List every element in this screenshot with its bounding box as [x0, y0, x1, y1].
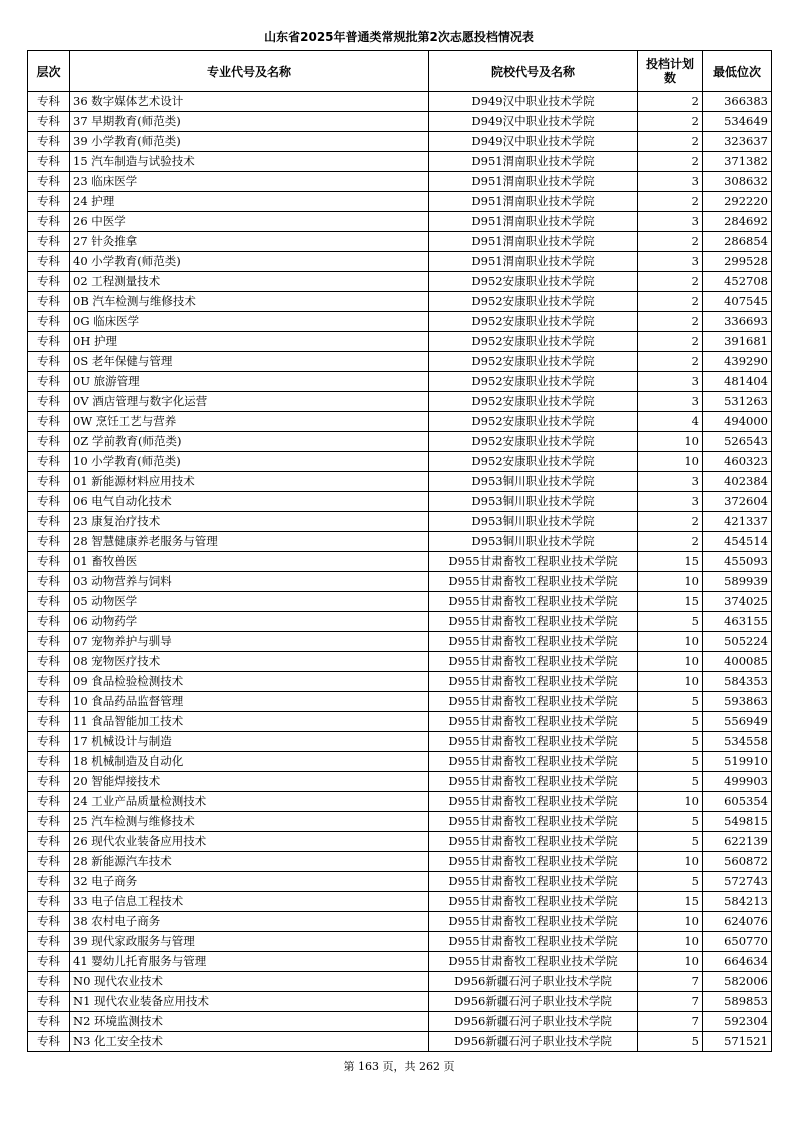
table-row	[28, 352, 772, 372]
cell-major: 0H 护理	[70, 332, 429, 352]
cell-rank: 664634	[703, 952, 772, 972]
cell-level: 专科	[28, 392, 70, 412]
table-row	[28, 892, 772, 912]
cell-rank: 605354	[703, 792, 772, 812]
cell-level: 专科	[28, 932, 70, 952]
cell-school: D952安康职业技术学院	[429, 432, 638, 452]
cell-school: D955甘肃畜牧工程职业技术学院	[429, 692, 638, 712]
table-row	[28, 232, 772, 252]
cell-school: D955甘肃畜牧工程职业技术学院	[429, 552, 638, 572]
cell-major: 24 工业产品质量检测技术	[70, 792, 429, 812]
cell-rank: 308632	[703, 172, 772, 192]
cell-school: D955甘肃畜牧工程职业技术学院	[429, 832, 638, 852]
cell-rank: 284692	[703, 212, 772, 232]
cell-level: 专科	[28, 372, 70, 392]
cell-plan: 3	[638, 472, 703, 492]
cell-plan: 10	[638, 452, 703, 472]
cell-level: 专科	[28, 532, 70, 552]
cell-level: 专科	[28, 792, 70, 812]
cell-school: D956新疆石河子职业技术学院	[429, 992, 638, 1012]
cell-plan: 2	[638, 312, 703, 332]
table-row	[28, 152, 772, 172]
cell-school: D951渭南职业技术学院	[429, 192, 638, 212]
cell-school: D955甘肃畜牧工程职业技术学院	[429, 572, 638, 592]
cell-school: D956新疆石河子职业技术学院	[429, 1012, 638, 1032]
cell-rank: 534649	[703, 112, 772, 132]
cell-plan: 15	[638, 592, 703, 612]
cell-school: D952安康职业技术学院	[429, 372, 638, 392]
header-rank: 最低位次	[703, 51, 772, 92]
cell-rank: 481404	[703, 372, 772, 392]
cell-major: 20 智能焊接技术	[70, 772, 429, 792]
table-row	[28, 812, 772, 832]
cell-plan: 5	[638, 732, 703, 752]
table-row	[28, 692, 772, 712]
cell-plan: 2	[638, 92, 703, 112]
cell-plan: 10	[638, 952, 703, 972]
cell-plan: 5	[638, 812, 703, 832]
cell-school: D955甘肃畜牧工程职业技术学院	[429, 812, 638, 832]
table-row	[28, 332, 772, 352]
cell-major: 01 畜牧兽医	[70, 552, 429, 572]
cell-plan: 3	[638, 172, 703, 192]
table-row	[28, 672, 772, 692]
cell-school: D955甘肃畜牧工程职业技术学院	[429, 732, 638, 752]
cell-rank: 650770	[703, 932, 772, 952]
cell-major: N0 现代农业技术	[70, 972, 429, 992]
cell-level: 专科	[28, 692, 70, 712]
table-row	[28, 592, 772, 612]
cell-major: 0W 烹饪工艺与营养	[70, 412, 429, 432]
cell-school: D955甘肃畜牧工程职业技术学院	[429, 652, 638, 672]
cell-rank: 556949	[703, 712, 772, 732]
cell-rank: 593863	[703, 692, 772, 712]
header-level: 层次	[28, 51, 70, 92]
cell-plan: 2	[638, 272, 703, 292]
cell-level: 专科	[28, 912, 70, 932]
cell-level: 专科	[28, 752, 70, 772]
cell-major: 01 新能源材料应用技术	[70, 472, 429, 492]
cell-plan: 4	[638, 412, 703, 432]
table-row	[28, 852, 772, 872]
table-row	[28, 772, 772, 792]
cell-major: 39 小学教育(师范类)	[70, 132, 429, 152]
cell-plan: 5	[638, 1032, 703, 1052]
cell-plan: 5	[638, 872, 703, 892]
cell-rank: 549815	[703, 812, 772, 832]
cell-school: D949汉中职业技术学院	[429, 112, 638, 132]
table-row	[28, 372, 772, 392]
table-row	[28, 492, 772, 512]
cell-level: 专科	[28, 652, 70, 672]
cell-school: D952安康职业技术学院	[429, 392, 638, 412]
cell-rank: 407545	[703, 292, 772, 312]
cell-plan: 7	[638, 992, 703, 1012]
table-row	[28, 832, 772, 852]
cell-major: 0U 旅游管理	[70, 372, 429, 392]
table-row	[28, 412, 772, 432]
cell-plan: 3	[638, 212, 703, 232]
cell-rank: 624076	[703, 912, 772, 932]
table-row	[28, 432, 772, 452]
cell-school: D955甘肃畜牧工程职业技术学院	[429, 772, 638, 792]
cell-rank: 421337	[703, 512, 772, 532]
table-row	[28, 1012, 772, 1032]
table-row	[28, 252, 772, 272]
cell-school: D956新疆石河子职业技术学院	[429, 1032, 638, 1052]
cell-level: 专科	[28, 892, 70, 912]
cell-level: 专科	[28, 312, 70, 332]
cell-rank: 505224	[703, 632, 772, 652]
cell-school: D953铜川职业技术学院	[429, 512, 638, 532]
cell-level: 专科	[28, 512, 70, 532]
cell-rank: 622139	[703, 832, 772, 852]
cell-level: 专科	[28, 572, 70, 592]
cell-plan: 5	[638, 612, 703, 632]
cell-rank: 592304	[703, 1012, 772, 1032]
cell-major: N3 化工安全技术	[70, 1032, 429, 1052]
admission-table	[27, 50, 772, 1052]
page-title: 山东省2025年普通类常规批第2次志愿投档情况表	[264, 30, 534, 44]
cell-major: 28 新能源汽车技术	[70, 852, 429, 872]
cell-rank: 452708	[703, 272, 772, 292]
cell-school: D952安康职业技术学院	[429, 312, 638, 332]
table-row	[28, 732, 772, 752]
table-row	[28, 752, 772, 772]
table-row	[28, 472, 772, 492]
cell-major: 02 工程测量技术	[70, 272, 429, 292]
cell-plan: 5	[638, 772, 703, 792]
cell-rank: 571521	[703, 1032, 772, 1052]
cell-level: 专科	[28, 1032, 70, 1052]
cell-level: 专科	[28, 452, 70, 472]
cell-level: 专科	[28, 292, 70, 312]
cell-plan: 10	[638, 932, 703, 952]
cell-level: 专科	[28, 212, 70, 232]
table-row	[28, 632, 772, 652]
page-footer: 第 163 页，共 262 页	[343, 1060, 455, 1073]
cell-school: D955甘肃畜牧工程职业技术学院	[429, 872, 638, 892]
cell-major: 32 电子商务	[70, 872, 429, 892]
cell-major: 0B 汽车检测与维修技术	[70, 292, 429, 312]
cell-level: 专科	[28, 952, 70, 972]
table-body	[28, 92, 772, 1052]
cell-school: D949汉中职业技术学院	[429, 92, 638, 112]
cell-plan: 10	[638, 672, 703, 692]
table-row	[28, 132, 772, 152]
cell-plan: 7	[638, 1012, 703, 1032]
cell-major: 0G 临床医学	[70, 312, 429, 332]
cell-rank: 454514	[703, 532, 772, 552]
cell-rank: 299528	[703, 252, 772, 272]
cell-rank: 372604	[703, 492, 772, 512]
cell-rank: 584213	[703, 892, 772, 912]
table-row	[28, 452, 772, 472]
cell-major: 36 数字媒体艺术设计	[70, 92, 429, 112]
cell-major: 40 小学教育(师范类)	[70, 252, 429, 272]
cell-level: 专科	[28, 472, 70, 492]
cell-major: 15 汽车制造与试验技术	[70, 152, 429, 172]
cell-level: 专科	[28, 872, 70, 892]
cell-school: D955甘肃畜牧工程职业技术学院	[429, 912, 638, 932]
cell-plan: 10	[638, 792, 703, 812]
cell-rank: 519910	[703, 752, 772, 772]
cell-major: 24 护理	[70, 192, 429, 212]
cell-level: 专科	[28, 732, 70, 752]
cell-major: 39 现代家政服务与管理	[70, 932, 429, 952]
cell-major: 38 农村电子商务	[70, 912, 429, 932]
cell-rank: 526543	[703, 432, 772, 452]
cell-level: 专科	[28, 612, 70, 632]
cell-level: 专科	[28, 412, 70, 432]
table-row	[28, 612, 772, 632]
cell-level: 专科	[28, 832, 70, 852]
table-header-row	[28, 51, 772, 92]
cell-rank: 323637	[703, 132, 772, 152]
cell-rank: 584353	[703, 672, 772, 692]
cell-plan: 2	[638, 332, 703, 352]
table-row	[28, 312, 772, 332]
table-row	[28, 792, 772, 812]
cell-major: 03 动物营养与饲料	[70, 572, 429, 592]
table-row	[28, 972, 772, 992]
cell-rank: 589939	[703, 572, 772, 592]
cell-rank: 439290	[703, 352, 772, 372]
cell-school: D955甘肃畜牧工程职业技术学院	[429, 632, 638, 652]
cell-level: 专科	[28, 992, 70, 1012]
cell-major: 17 机械设计与制造	[70, 732, 429, 752]
cell-school: D952安康职业技术学院	[429, 272, 638, 292]
cell-rank: 286854	[703, 232, 772, 252]
table-row	[28, 392, 772, 412]
cell-level: 专科	[28, 1012, 70, 1032]
cell-school: D951渭南职业技术学院	[429, 212, 638, 232]
cell-rank: 499903	[703, 772, 772, 792]
cell-rank: 494000	[703, 412, 772, 432]
cell-plan: 10	[638, 432, 703, 452]
cell-school: D952安康职业技术学院	[429, 292, 638, 312]
cell-major: 08 宠物医疗技术	[70, 652, 429, 672]
cell-rank: 391681	[703, 332, 772, 352]
cell-rank: 371382	[703, 152, 772, 172]
table-row	[28, 652, 772, 672]
cell-rank: 460323	[703, 452, 772, 472]
cell-major: 10 小学教育(师范类)	[70, 452, 429, 472]
cell-plan: 2	[638, 352, 703, 372]
cell-school: D949汉中职业技术学院	[429, 132, 638, 152]
cell-major: 23 康复治疗技术	[70, 512, 429, 532]
cell-level: 专科	[28, 812, 70, 832]
cell-plan: 3	[638, 392, 703, 412]
table-row	[28, 1032, 772, 1052]
table-row	[28, 192, 772, 212]
cell-school: D952安康职业技术学院	[429, 352, 638, 372]
cell-major: N2 环境监测技术	[70, 1012, 429, 1032]
cell-plan: 2	[638, 532, 703, 552]
cell-school: D955甘肃畜牧工程职业技术学院	[429, 892, 638, 912]
cell-school: D953铜川职业技术学院	[429, 532, 638, 552]
cell-level: 专科	[28, 852, 70, 872]
cell-plan: 10	[638, 572, 703, 592]
cell-level: 专科	[28, 492, 70, 512]
cell-major: 33 电子信息工程技术	[70, 892, 429, 912]
cell-major: 10 食品药品监督管理	[70, 692, 429, 712]
cell-rank: 560872	[703, 852, 772, 872]
table-row	[28, 992, 772, 1012]
cell-major: 06 电气自动化技术	[70, 492, 429, 512]
cell-plan: 10	[638, 632, 703, 652]
cell-school: D952安康职业技术学院	[429, 412, 638, 432]
cell-school: D955甘肃畜牧工程职业技术学院	[429, 952, 638, 972]
cell-level: 专科	[28, 272, 70, 292]
cell-school: D956新疆石河子职业技术学院	[429, 972, 638, 992]
table-row	[28, 872, 772, 892]
table-row	[28, 572, 772, 592]
cell-major: 41 婴幼儿托育服务与管理	[70, 952, 429, 972]
cell-level: 专科	[28, 672, 70, 692]
table-row	[28, 92, 772, 112]
table-row	[28, 532, 772, 552]
cell-plan: 5	[638, 752, 703, 772]
cell-level: 专科	[28, 172, 70, 192]
table-row	[28, 212, 772, 232]
cell-plan: 2	[638, 152, 703, 172]
cell-major: 07 宠物养护与驯导	[70, 632, 429, 652]
cell-level: 专科	[28, 192, 70, 212]
cell-major: 0Z 学前教育(师范类)	[70, 432, 429, 452]
header-major: 专业代号及名称	[70, 51, 429, 92]
cell-major: 0S 老年保健与管理	[70, 352, 429, 372]
cell-school: D955甘肃畜牧工程职业技术学院	[429, 712, 638, 732]
table-row	[28, 292, 772, 312]
table-row	[28, 172, 772, 192]
cell-rank: 374025	[703, 592, 772, 612]
cell-rank: 336693	[703, 312, 772, 332]
cell-plan: 5	[638, 692, 703, 712]
cell-major: 18 机械制造及自动化	[70, 752, 429, 772]
cell-plan: 3	[638, 252, 703, 272]
cell-plan: 2	[638, 112, 703, 132]
table-row	[28, 932, 772, 952]
cell-major: 26 现代农业装备应用技术	[70, 832, 429, 852]
cell-rank: 455093	[703, 552, 772, 572]
table-row	[28, 512, 772, 532]
cell-school: D953铜川职业技术学院	[429, 492, 638, 512]
cell-school: D952安康职业技术学院	[429, 332, 638, 352]
cell-major: 26 中医学	[70, 212, 429, 232]
cell-level: 专科	[28, 772, 70, 792]
cell-plan: 15	[638, 552, 703, 572]
cell-level: 专科	[28, 632, 70, 652]
cell-major: 09 食品检验检测技术	[70, 672, 429, 692]
cell-level: 专科	[28, 352, 70, 372]
cell-plan: 2	[638, 192, 703, 212]
cell-plan: 10	[638, 852, 703, 872]
cell-major: 37 早期教育(师范类)	[70, 112, 429, 132]
cell-plan: 3	[638, 372, 703, 392]
table-row	[28, 552, 772, 572]
header-school: 院校代号及名称	[429, 51, 638, 92]
cell-school: D951渭南职业技术学院	[429, 152, 638, 172]
cell-plan: 2	[638, 232, 703, 252]
cell-rank: 589853	[703, 992, 772, 1012]
cell-school: D955甘肃畜牧工程职业技术学院	[429, 932, 638, 952]
cell-rank: 402384	[703, 472, 772, 492]
cell-rank: 582006	[703, 972, 772, 992]
cell-plan: 3	[638, 492, 703, 512]
cell-plan: 10	[638, 912, 703, 932]
cell-plan: 5	[638, 712, 703, 732]
cell-plan: 15	[638, 892, 703, 912]
cell-major: 28 智慧健康养老服务与管理	[70, 532, 429, 552]
cell-major: 27 针灸推拿	[70, 232, 429, 252]
cell-plan: 2	[638, 292, 703, 312]
cell-rank: 572743	[703, 872, 772, 892]
cell-rank: 292220	[703, 192, 772, 212]
cell-school: D955甘肃畜牧工程职业技术学院	[429, 752, 638, 772]
cell-plan: 2	[638, 132, 703, 152]
cell-plan: 2	[638, 512, 703, 532]
header-plan: 投档计划数	[638, 51, 703, 92]
cell-rank: 534558	[703, 732, 772, 752]
cell-school: D951渭南职业技术学院	[429, 232, 638, 252]
cell-plan: 10	[638, 652, 703, 672]
cell-major: N1 现代农业装备应用技术	[70, 992, 429, 1012]
cell-major: 06 动物药学	[70, 612, 429, 632]
cell-plan: 7	[638, 972, 703, 992]
cell-school: D955甘肃畜牧工程职业技术学院	[429, 852, 638, 872]
cell-rank: 366383	[703, 92, 772, 112]
cell-plan: 5	[638, 832, 703, 852]
cell-school: D952安康职业技术学院	[429, 452, 638, 472]
cell-level: 专科	[28, 552, 70, 572]
cell-school: D955甘肃畜牧工程职业技术学院	[429, 672, 638, 692]
cell-rank: 463155	[703, 612, 772, 632]
cell-major: 23 临床医学	[70, 172, 429, 192]
table-row	[28, 912, 772, 932]
cell-school: D951渭南职业技术学院	[429, 172, 638, 192]
cell-rank: 400085	[703, 652, 772, 672]
cell-level: 专科	[28, 132, 70, 152]
cell-level: 专科	[28, 112, 70, 132]
cell-school: D953铜川职业技术学院	[429, 472, 638, 492]
cell-level: 专科	[28, 592, 70, 612]
cell-major: 0V 酒店管理与数字化运营	[70, 392, 429, 412]
table-row	[28, 952, 772, 972]
cell-level: 专科	[28, 712, 70, 732]
table-row	[28, 712, 772, 732]
cell-level: 专科	[28, 332, 70, 352]
cell-level: 专科	[28, 232, 70, 252]
cell-level: 专科	[28, 152, 70, 172]
cell-school: D955甘肃畜牧工程职业技术学院	[429, 612, 638, 632]
cell-level: 专科	[28, 972, 70, 992]
cell-rank: 531263	[703, 392, 772, 412]
cell-major: 11 食品智能加工技术	[70, 712, 429, 732]
cell-level: 专科	[28, 92, 70, 112]
cell-level: 专科	[28, 252, 70, 272]
cell-school: D955甘肃畜牧工程职业技术学院	[429, 792, 638, 812]
table-row	[28, 272, 772, 292]
cell-level: 专科	[28, 432, 70, 452]
cell-major: 25 汽车检测与维修技术	[70, 812, 429, 832]
cell-school: D955甘肃畜牧工程职业技术学院	[429, 592, 638, 612]
cell-school: D951渭南职业技术学院	[429, 252, 638, 272]
table-row	[28, 112, 772, 132]
cell-major: 05 动物医学	[70, 592, 429, 612]
